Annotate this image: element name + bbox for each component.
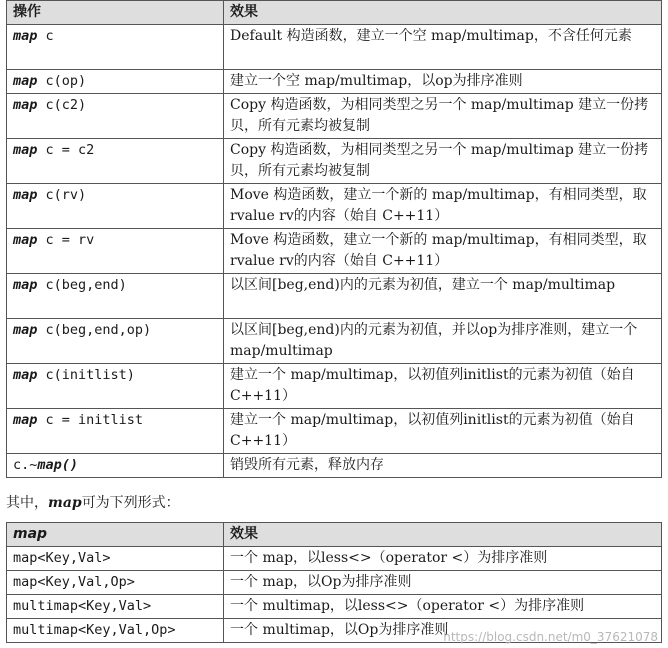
operation-cell	[7, 364, 224, 409]
intro-paragraph	[6, 492, 662, 514]
operation-cell	[7, 25, 224, 70]
op-args: c = rv	[37, 232, 95, 248]
effect-cell: 一个 map，以Op为排序准则	[224, 571, 662, 595]
effect-cell: 以区间[beg,end)内的元素为初值，并以op为排序准则，建立一个 map/multimap	[224, 319, 662, 364]
table-row	[7, 25, 662, 70]
effect-cell: Default 构造函数，建立一个空 map/multimap，不含任何元素	[224, 25, 662, 70]
table-row	[7, 184, 662, 229]
operation-cell	[7, 454, 224, 478]
table-row	[7, 229, 662, 274]
op-keyword: map	[13, 277, 38, 293]
op-args: c(op)	[37, 73, 87, 89]
document-page	[6, 0, 662, 643]
effect-cell: 建立一个空 map/multimap，以op为排序准则	[224, 70, 662, 94]
column-header-effect: 效果	[224, 523, 662, 547]
operation-cell	[7, 319, 224, 364]
op-args: c(rv)	[37, 187, 87, 203]
effect-cell: 建立一个 map/multimap，以初值列initlist的元素为初值（始自 C++11）	[224, 364, 662, 409]
type-cell: map<Key,Val>	[7, 547, 224, 571]
map-type-table	[6, 522, 662, 643]
column-header-effect: 效果	[224, 1, 662, 25]
effect-cell: 一个 multimap，以less<>（operator <）为排序准则	[224, 595, 662, 619]
op-keyword: map	[13, 232, 38, 248]
operation-cell	[7, 409, 224, 454]
operation-cell	[7, 229, 224, 274]
column-header-operation: 操作	[7, 1, 224, 25]
op-args: c(beg,end,op)	[37, 322, 152, 338]
type-cell: multimap<Key,Val>	[7, 595, 224, 619]
table-row	[7, 409, 662, 454]
intro-keyword: map	[48, 495, 82, 511]
table-row	[7, 454, 662, 478]
effect-cell: Copy 构造函数，为相同类型之另一个 map/multimap 建立一份拷贝，所有元素均被复制	[224, 139, 662, 184]
op-keyword: map	[13, 73, 38, 89]
table-row	[7, 274, 662, 319]
table-header-row	[7, 1, 662, 25]
operation-cell	[7, 70, 224, 94]
effect-cell: Move 构造函数，建立一个新的 map/multimap，有相同类型，取 rvalue rv的内容（始自 C++11）	[224, 229, 662, 274]
op-keyword: map	[13, 367, 38, 383]
table-row	[7, 595, 662, 619]
effect-cell: 销毁所有元素，释放内存	[224, 454, 662, 478]
op-args: c(beg,end)	[37, 277, 127, 293]
op-args: c	[37, 28, 54, 44]
table-header-row	[7, 523, 662, 547]
operation-cell	[7, 139, 224, 184]
operation-cell	[7, 184, 224, 229]
intro-prefix: 其中，	[6, 495, 48, 511]
table-row	[7, 94, 662, 139]
op-keyword: map	[13, 97, 38, 113]
effect-cell: 一个 map，以less<>（operator <）为排序准则	[224, 547, 662, 571]
effect-cell: 一个 multimap，以Op为排序准则	[224, 619, 662, 643]
op-prefix: c.~	[13, 457, 38, 473]
effect-cell: Move 构造函数，建立一个新的 map/multimap，有相同类型，取 rvalue rv的内容（始自 C++11）	[224, 184, 662, 229]
op-keyword: map	[13, 142, 38, 158]
column-header-map: map	[7, 523, 224, 547]
type-cell: map<Key,Val,Op>	[7, 571, 224, 595]
effect-cell: 建立一个 map/multimap，以初值列initlist的元素为初值（始自 C++11）	[224, 409, 662, 454]
op-keyword: map	[13, 187, 38, 203]
intro-suffix: 可为下列形式：	[81, 495, 180, 511]
table-row	[7, 319, 662, 364]
op-keyword: map()	[37, 457, 79, 473]
effect-cell: Copy 构造函数，为相同类型之另一个 map/multimap 建立一份拷贝，所有元素均被复制	[224, 94, 662, 139]
table-row	[7, 547, 662, 571]
constructor-table	[6, 0, 662, 478]
op-args: c(initlist)	[37, 367, 135, 383]
op-args: c(c2)	[37, 97, 87, 113]
op-args: c = c2	[37, 142, 95, 158]
op-keyword: map	[13, 412, 38, 428]
table-row	[7, 70, 662, 94]
table-row	[7, 139, 662, 184]
watermark: https://blog.csdn.net/m0_37621078	[443, 630, 658, 644]
operation-cell	[7, 274, 224, 319]
table-row	[7, 571, 662, 595]
op-keyword: map	[13, 28, 38, 44]
type-cell: multimap<Key,Val,Op>	[7, 619, 224, 643]
table-row	[7, 364, 662, 409]
op-args: c = initlist	[37, 412, 144, 428]
effect-cell: 以区间[beg,end)内的元素为初值，建立一个 map/multimap	[224, 274, 662, 319]
operation-cell	[7, 94, 224, 139]
op-keyword: map	[13, 322, 38, 338]
